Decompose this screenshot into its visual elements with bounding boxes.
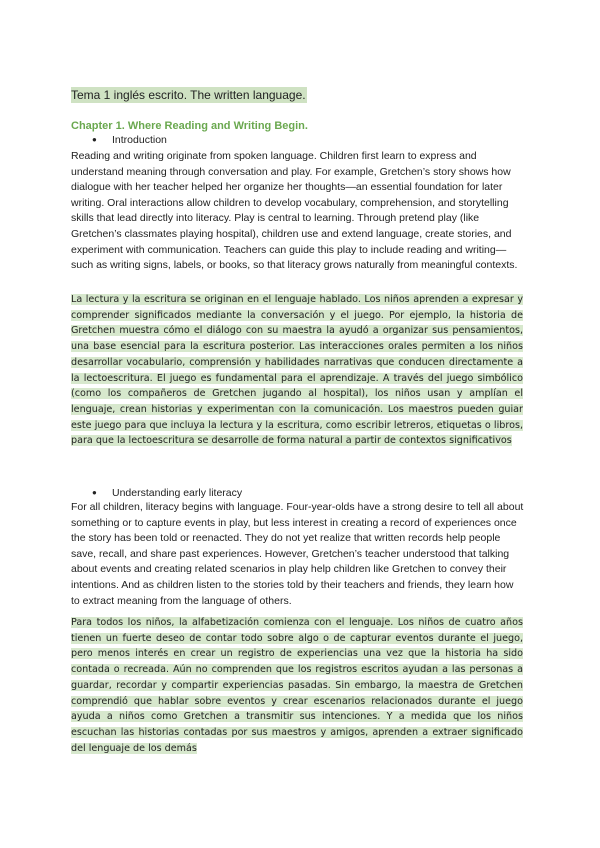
spanish-paragraph-introduction: La lectura y la escritura se originan en el lenguaje hablado. Los niños aprenden a expresar y comprender significados mediante la conversación y el juego. Por ejemplo, la historia de Gretchen muestra cómo el diálogo con su maestra la ayudó a organizar sus pensamientos, una base esencial para la escritura posterior. Las interacciones orales permiten a los niños desarrollar vocabulario, comprensión y habilidades narrativas que conducen directamente a la lectoescritura. El juego es fundamental para el aprendizaje. A través del juego simbólico (como los compañeros de Gretchen jugando al hospital), los niños usan y amplían el lenguaje, crean historias y experimentan con la comunicación. Los maestros pueden guiar este juego para que incluya la lectura y la escritura, como escribir letreros, etiquetas o libros, para que la lectoescritura se desarrolle de forma natural a partir de contextos significativos: [71, 294, 523, 447]
english-paragraph-early-literacy: For all children, literacy begins with language. Four-year-olds have a strong desire to tell all about something or to capture events in play, but less interest in creating a record of experiences once the story has been told or reenacted. They do not yet realize that written records help people save, recall, and share past experiences. However, Gretchen’s teacher understood that talking about events and creating related scenarios in play help children like Gretchen to convey their intentions. And as children listen to the stories told by their teachers and friends, they learn how to extract meaning from the language of others.: [71, 501, 524, 607]
chapter-heading: Chapter 1. Where Reading and Writing Begin.: [71, 120, 308, 132]
english-paragraph-introduction: Reading and writing originate from spoken language. Children first learn to express and understand meaning through conversation and play. For example, Gretchen’s story shows how dialogue with her teacher helped her organize her thoughts—an essential foundation for later writing. Oral interactions allow children to develop vocabulary, comprehension, and storytelling skills that lead directly into literacy. Play is central to learning. Through pretend play (like Gretchen’s classmates playing hospital), children use and extend language, create stories, and experiment with communication. Teachers can guide this play to include reading and writing—such as writing signs, labels, or books, so that literacy grows naturally from meaningful contexts.: [71, 150, 518, 272]
document-title: Tema 1 inglés escrito. The written language.: [71, 88, 306, 102]
bullet-icon: ●: [92, 135, 97, 144]
bullet-icon: ●: [92, 488, 97, 497]
section-bullet-early-literacy: ● Understanding early literacy: [92, 487, 243, 499]
spanish-paragraph-early-literacy: Para todos los niños, la alfabetización comienza con el lenguaje. Los niños de cuatro años tienen un fuerte deseo de contar todo sobre algo o de capturar eventos durante el juego, pero menos interés en crear un registro de experiencias una vez que la historia ha sido contada o recreada. Aún no comprenden que los registros escritos ayudan a las personas a guardar, recordar y compartir experiencias pasadas. Sin embargo, la maestra de Gretchen comprendió que hablar sobre eventos y crear escenarios relacionados durante el juego ayuda a niños como Gretchen a transmitir sus intenciones. Y a medida que los niños escuchan las historias contadas por sus maestros y amigos, aprenden a extraer significado del lenguaje de los demás: [71, 617, 523, 754]
section-bullet-introduction: ● Introduction: [92, 134, 167, 146]
